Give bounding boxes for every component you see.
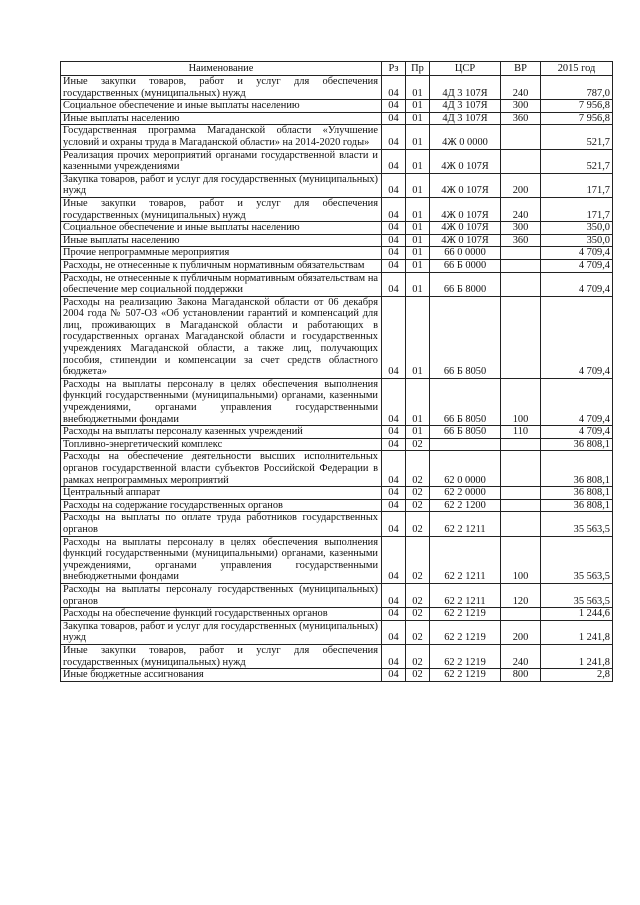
cell-rz: 04 xyxy=(382,259,406,272)
table-row xyxy=(61,222,613,235)
cell-name: Расходы, не отнесенные к публичным нормативным обязательствам на обеспечение мер социальной поддержки xyxy=(61,272,382,296)
cell-vr: 110 xyxy=(501,426,541,439)
table-header-row xyxy=(61,62,613,76)
header-pr: Пр xyxy=(406,62,430,76)
cell-name: Иные бюджетные ассигнования xyxy=(61,669,382,682)
cell-sum: 4 709,4 xyxy=(541,272,613,296)
cell-csr: 66 Б 8050 xyxy=(430,378,501,425)
cell-rz: 04 xyxy=(382,608,406,621)
cell-csr: 4Ж 0 107Я xyxy=(430,149,501,173)
cell-vr xyxy=(501,149,541,173)
cell-sum: 7 956,8 xyxy=(541,100,613,113)
cell-csr xyxy=(430,438,501,451)
cell-pr: 02 xyxy=(406,583,430,607)
cell-sum: 171,7 xyxy=(541,197,613,221)
header-year: 2015 год xyxy=(541,62,613,76)
table-row xyxy=(61,125,613,149)
cell-csr: 62 2 1211 xyxy=(430,512,501,536)
table-row xyxy=(61,583,613,607)
cell-sum: 171,7 xyxy=(541,173,613,197)
cell-vr: 200 xyxy=(501,620,541,644)
cell-rz: 04 xyxy=(382,173,406,197)
cell-csr: 4Ж 0 0000 xyxy=(430,125,501,149)
cell-vr: 240 xyxy=(501,197,541,221)
budget-table xyxy=(60,61,613,682)
cell-csr: 66 Б 8000 xyxy=(430,272,501,296)
cell-csr: 4Ж 0 107Я xyxy=(430,197,501,221)
cell-pr: 01 xyxy=(406,76,430,100)
cell-sum: 350,0 xyxy=(541,222,613,235)
table-row xyxy=(61,644,613,668)
cell-vr xyxy=(501,512,541,536)
cell-pr: 01 xyxy=(406,247,430,260)
cell-sum: 7 956,8 xyxy=(541,112,613,125)
cell-sum: 4 709,4 xyxy=(541,378,613,425)
cell-rz: 04 xyxy=(382,222,406,235)
cell-sum: 36 808,1 xyxy=(541,499,613,512)
cell-sum: 787,0 xyxy=(541,76,613,100)
table-row xyxy=(61,296,613,378)
cell-name: Расходы на выплаты по оплате труда работников государственных органов xyxy=(61,512,382,536)
cell-vr: 100 xyxy=(501,536,541,583)
cell-name: Расходы на обеспечение деятельности высших исполнительных органов государственной власти субъектов Российской Федерации в рамках непрограммных мероприятий xyxy=(61,451,382,487)
cell-vr: 200 xyxy=(501,173,541,197)
cell-pr: 02 xyxy=(406,487,430,500)
cell-csr: 62 2 1211 xyxy=(430,583,501,607)
cell-csr: 62 2 1211 xyxy=(430,536,501,583)
cell-rz: 04 xyxy=(382,438,406,451)
cell-name: Иные выплаты населению xyxy=(61,234,382,247)
cell-pr: 02 xyxy=(406,512,430,536)
cell-sum: 521,7 xyxy=(541,125,613,149)
cell-sum: 1 244,6 xyxy=(541,608,613,621)
table-row xyxy=(61,426,613,439)
cell-sum: 35 563,5 xyxy=(541,536,613,583)
cell-rz: 04 xyxy=(382,272,406,296)
table-row xyxy=(61,512,613,536)
cell-csr: 66 0 0000 xyxy=(430,247,501,260)
table-row xyxy=(61,608,613,621)
cell-rz: 04 xyxy=(382,536,406,583)
cell-sum: 521,7 xyxy=(541,149,613,173)
cell-pr: 01 xyxy=(406,100,430,113)
table-row xyxy=(61,620,613,644)
cell-sum: 1 241,8 xyxy=(541,644,613,668)
cell-rz: 04 xyxy=(382,451,406,487)
cell-vr: 120 xyxy=(501,583,541,607)
table-row xyxy=(61,100,613,113)
cell-vr xyxy=(501,487,541,500)
cell-pr: 02 xyxy=(406,438,430,451)
cell-vr xyxy=(501,296,541,378)
cell-sum: 36 808,1 xyxy=(541,487,613,500)
cell-name: Расходы на выплаты персоналу государственных (муниципальных) органов xyxy=(61,583,382,607)
cell-sum: 35 563,5 xyxy=(541,512,613,536)
cell-sum: 35 563,5 xyxy=(541,583,613,607)
cell-name: Иные закупки товаров, работ и услуг для обеспечения государственных (муниципальных) нужд xyxy=(61,197,382,221)
table-row xyxy=(61,259,613,272)
cell-rz: 04 xyxy=(382,197,406,221)
cell-pr: 01 xyxy=(406,259,430,272)
cell-csr: 62 2 1219 xyxy=(430,644,501,668)
cell-vr: 360 xyxy=(501,112,541,125)
cell-name: Топливно-энергетический комплекс xyxy=(61,438,382,451)
table-row xyxy=(61,536,613,583)
cell-rz: 04 xyxy=(382,620,406,644)
cell-pr: 01 xyxy=(406,234,430,247)
cell-sum: 4 709,4 xyxy=(541,296,613,378)
cell-vr: 300 xyxy=(501,222,541,235)
table-row xyxy=(61,234,613,247)
cell-name: Центральный аппарат xyxy=(61,487,382,500)
cell-csr: 62 2 1200 xyxy=(430,499,501,512)
cell-csr: 66 Б 8050 xyxy=(430,426,501,439)
header-vr: ВР xyxy=(501,62,541,76)
cell-pr: 02 xyxy=(406,608,430,621)
cell-pr: 01 xyxy=(406,149,430,173)
cell-pr: 02 xyxy=(406,669,430,682)
cell-vr: 360 xyxy=(501,234,541,247)
cell-csr: 62 2 1219 xyxy=(430,608,501,621)
cell-sum: 36 808,1 xyxy=(541,451,613,487)
cell-sum: 1 241,8 xyxy=(541,620,613,644)
cell-pr: 01 xyxy=(406,173,430,197)
cell-name: Закупка товаров, работ и услуг для государственных (муниципальных) нужд xyxy=(61,173,382,197)
cell-sum: 350,0 xyxy=(541,234,613,247)
cell-pr: 02 xyxy=(406,536,430,583)
cell-csr: 4Д 3 107Я xyxy=(430,100,501,113)
cell-rz: 04 xyxy=(382,125,406,149)
cell-rz: 04 xyxy=(382,100,406,113)
cell-name: Социальное обеспечение и иные выплаты населению xyxy=(61,100,382,113)
table-row xyxy=(61,378,613,425)
cell-vr xyxy=(501,125,541,149)
cell-pr: 02 xyxy=(406,451,430,487)
cell-pr: 01 xyxy=(406,296,430,378)
cell-rz: 04 xyxy=(382,669,406,682)
cell-csr: 4Ж 0 107Я xyxy=(430,173,501,197)
table-row xyxy=(61,76,613,100)
table-row xyxy=(61,149,613,173)
table-row xyxy=(61,669,613,682)
cell-csr: 62 2 0000 xyxy=(430,487,501,500)
cell-pr: 01 xyxy=(406,197,430,221)
cell-rz: 04 xyxy=(382,487,406,500)
cell-csr: 66 Б 0000 xyxy=(430,259,501,272)
cell-name: Расходы, не отнесенные к публичным нормативным обязательствам xyxy=(61,259,382,272)
table-row xyxy=(61,272,613,296)
cell-rz: 04 xyxy=(382,112,406,125)
document-page xyxy=(60,61,612,682)
table-row xyxy=(61,487,613,500)
cell-name: Расходы на выплаты персоналу в целях обеспечения выполнения функций государственными (муниципальными) органами, казенными учреждениями, органами управления государственными внебюджетными фондами xyxy=(61,378,382,425)
cell-csr: 4Д 3 107Я xyxy=(430,76,501,100)
cell-name: Прочие непрограммные мероприятия xyxy=(61,247,382,260)
cell-rz: 04 xyxy=(382,149,406,173)
cell-rz: 04 xyxy=(382,512,406,536)
cell-vr xyxy=(501,608,541,621)
cell-pr: 01 xyxy=(406,378,430,425)
cell-vr xyxy=(501,438,541,451)
cell-vr: 300 xyxy=(501,100,541,113)
cell-pr: 01 xyxy=(406,272,430,296)
cell-name: Реализация прочих мероприятий органами государственной власти и казенными учреждениями xyxy=(61,149,382,173)
header-rz: Рз xyxy=(382,62,406,76)
cell-pr: 01 xyxy=(406,222,430,235)
cell-csr: 4Ж 0 107Я xyxy=(430,234,501,247)
cell-name: Расходы на реализацию Закона Магаданской области от 06 декабря 2004 года № 507-ОЗ «Об установлении гарантий и компенсаций для лиц, проживающих в Магаданской области и работающих в государственных органах Магаданской области и государственных учреждениях Магаданской области, а также лиц, получающих пособия, стипендии и компенсации за счет средств областного бюджета» xyxy=(61,296,382,378)
cell-vr: 240 xyxy=(501,644,541,668)
cell-name: Социальное обеспечение и иные выплаты населению xyxy=(61,222,382,235)
cell-pr: 02 xyxy=(406,499,430,512)
cell-name: Иные выплаты населению xyxy=(61,112,382,125)
cell-csr: 4Д 3 107Я xyxy=(430,112,501,125)
cell-vr: 800 xyxy=(501,669,541,682)
cell-name: Расходы на выплаты персоналу в целях обеспечения выполнения функций государственными (муниципальными) органами, казенными учреждениями, органами управления государственными внебюджетными фондами xyxy=(61,536,382,583)
table-row xyxy=(61,451,613,487)
cell-rz: 04 xyxy=(382,644,406,668)
cell-vr xyxy=(501,451,541,487)
cell-name: Расходы на обеспечение функций государственных органов xyxy=(61,608,382,621)
cell-vr xyxy=(501,272,541,296)
cell-vr: 100 xyxy=(501,378,541,425)
table-row xyxy=(61,438,613,451)
cell-vr: 240 xyxy=(501,76,541,100)
cell-rz: 04 xyxy=(382,296,406,378)
cell-rz: 04 xyxy=(382,426,406,439)
cell-pr: 01 xyxy=(406,112,430,125)
cell-pr: 02 xyxy=(406,620,430,644)
cell-rz: 04 xyxy=(382,378,406,425)
cell-name: Иные закупки товаров, работ и услуг для обеспечения государственных (муниципальных) нужд xyxy=(61,644,382,668)
cell-vr xyxy=(501,247,541,260)
cell-csr: 62 2 1219 xyxy=(430,620,501,644)
cell-name: Расходы на выплаты персоналу казенных учреждений xyxy=(61,426,382,439)
cell-sum: 4 709,4 xyxy=(541,247,613,260)
cell-sum: 2,8 xyxy=(541,669,613,682)
cell-sum: 4 709,4 xyxy=(541,426,613,439)
cell-sum: 4 709,4 xyxy=(541,259,613,272)
table-row xyxy=(61,499,613,512)
cell-name: Расходы на содержание государственных органов xyxy=(61,499,382,512)
table-row xyxy=(61,112,613,125)
cell-csr: 4Ж 0 107Я xyxy=(430,222,501,235)
cell-csr: 62 2 1219 xyxy=(430,669,501,682)
header-csr: ЦСР xyxy=(430,62,501,76)
cell-pr: 02 xyxy=(406,644,430,668)
table-row xyxy=(61,173,613,197)
cell-rz: 04 xyxy=(382,247,406,260)
cell-sum: 36 808,1 xyxy=(541,438,613,451)
cell-name: Закупка товаров, работ и услуг для государственных (муниципальных) нужд xyxy=(61,620,382,644)
cell-pr: 01 xyxy=(406,426,430,439)
header-name: Наименование xyxy=(61,62,382,76)
table-row xyxy=(61,247,613,260)
table-row xyxy=(61,197,613,221)
cell-csr: 62 0 0000 xyxy=(430,451,501,487)
cell-name: Иные закупки товаров, работ и услуг для обеспечения государственных (муниципальных) нужд xyxy=(61,76,382,100)
cell-vr xyxy=(501,499,541,512)
cell-rz: 04 xyxy=(382,499,406,512)
cell-name: Государственная программа Магаданской области «Улучшение условий и охраны труда в Магаданской области» на 2014-2020 годы» xyxy=(61,125,382,149)
cell-rz: 04 xyxy=(382,76,406,100)
table-body xyxy=(61,76,613,682)
cell-vr xyxy=(501,259,541,272)
cell-rz: 04 xyxy=(382,583,406,607)
cell-pr: 01 xyxy=(406,125,430,149)
cell-rz: 04 xyxy=(382,234,406,247)
cell-csr: 66 Б 8050 xyxy=(430,296,501,378)
